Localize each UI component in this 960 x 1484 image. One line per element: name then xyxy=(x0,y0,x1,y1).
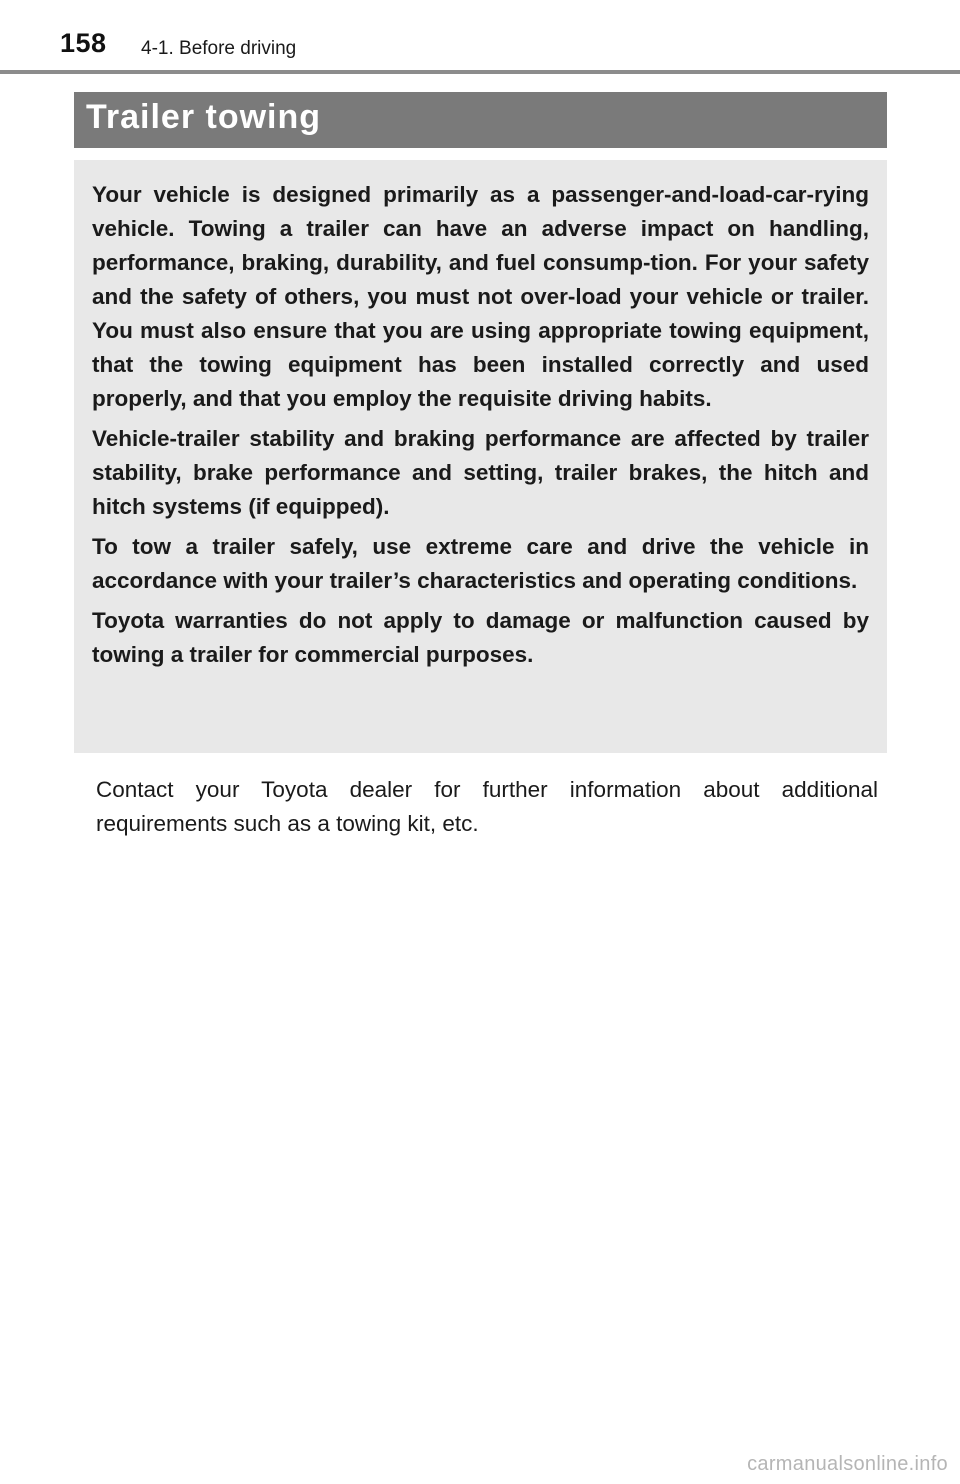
page-number: 158 xyxy=(60,28,107,58)
section-title-bar xyxy=(74,92,887,148)
intro-paragraph: Vehicle-trailer stability and braking performance are affected by trailer stability, brake performance and setting, trailer brakes, the hitch and hitch systems (if equipped). xyxy=(92,426,869,519)
section-title: Trailer towing xyxy=(86,98,322,136)
header-divider xyxy=(0,70,960,74)
intro-box xyxy=(74,160,887,753)
section-label: 4-1. Before driving xyxy=(141,38,297,59)
intro-paragraph: To tow a trailer safely, use extreme care and drive the vehicle in accordance with your trailer’s characteristics and operating conditions. xyxy=(92,534,869,593)
intro-paragraph: Toyota warranties do not apply to damage or malfunction caused by towing a trailer for commercial purposes. xyxy=(92,608,869,667)
intro-paragraph: Your vehicle is designed primarily as a passenger-and-load-car-rying vehicle. Towing a trailer can have an adverse impact on handling, performance, braking, durability, and fuel consump-tion. For your safety and the safety of others, you must not over-load your vehicle or trailer. You must also ensure that you are using appropriate towing equipment, that the towing equipment has been installed correctly and used properly, and that you employ the requisite driving habits. xyxy=(92,182,869,411)
watermark: carmanualsonline.info xyxy=(747,1453,948,1475)
body-paragraph: Contact your Toyota dealer for further information about additional requirements such as a towing kit, etc. xyxy=(96,777,878,836)
page-header xyxy=(0,0,960,76)
